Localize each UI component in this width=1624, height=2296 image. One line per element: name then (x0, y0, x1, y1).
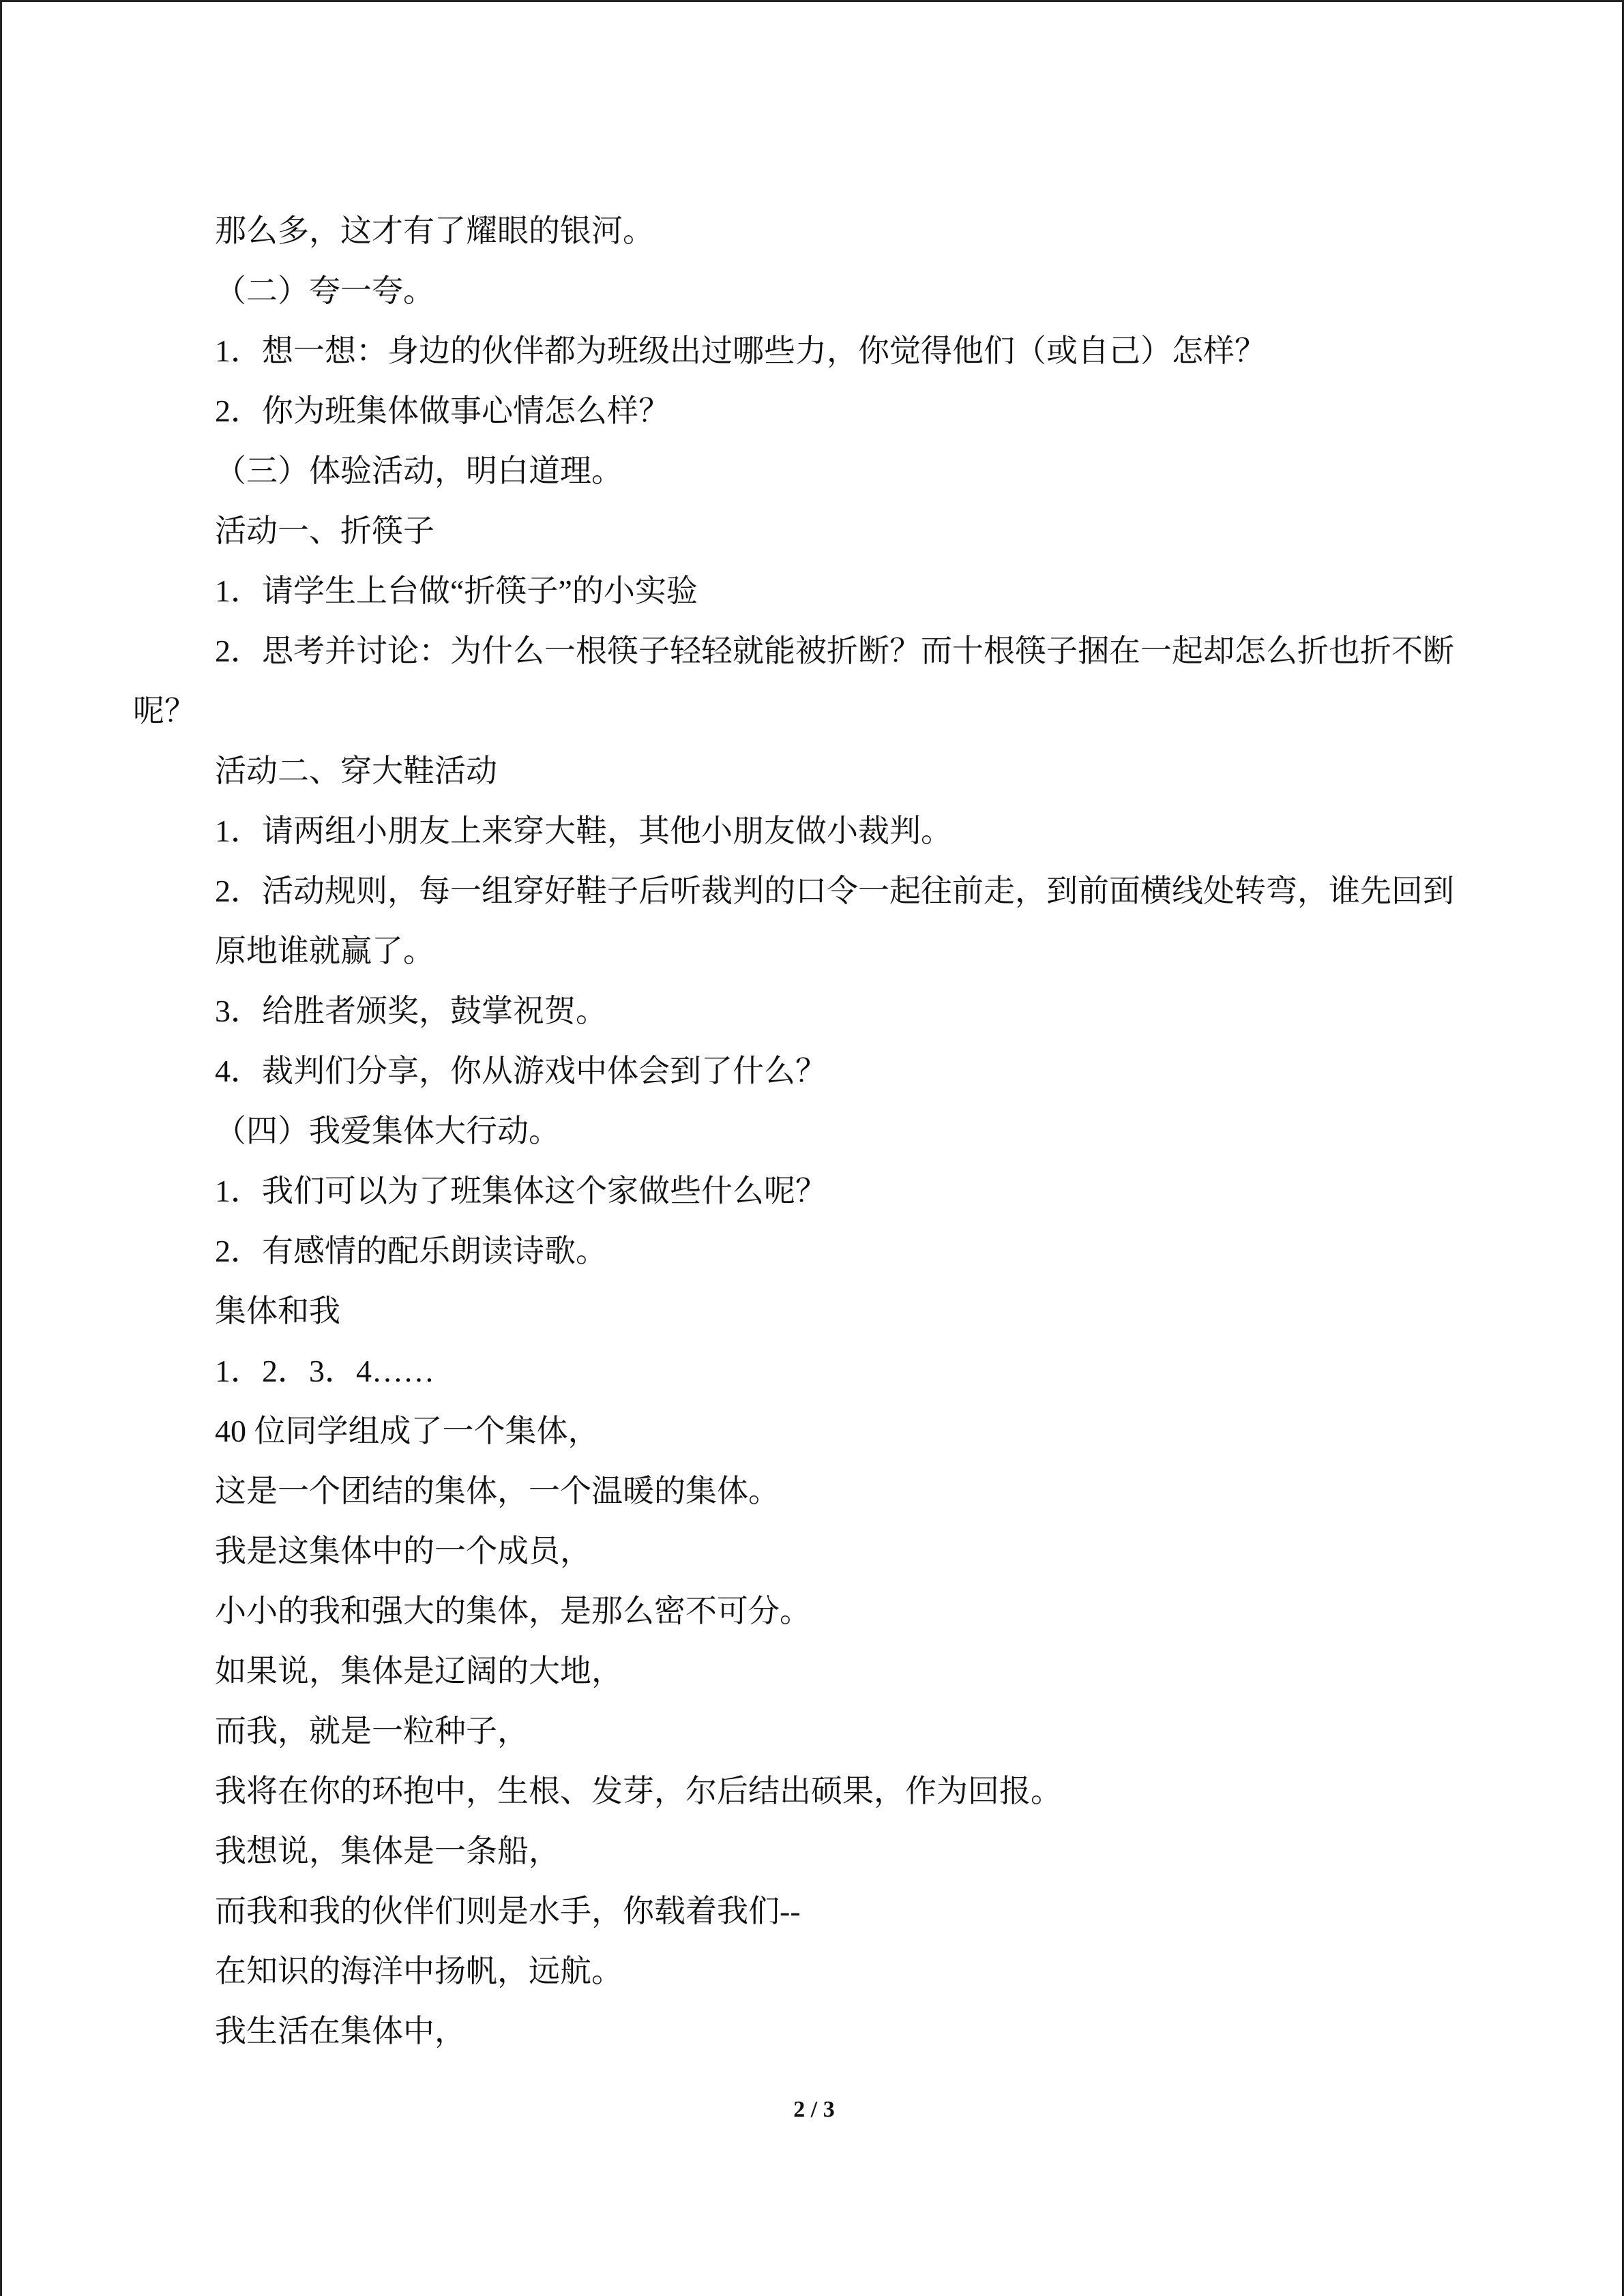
paragraph: 2．有感情的配乐朗读诗歌。 (215, 1234, 607, 1268)
activity-heading: 活动二、穿大鞋活动 (215, 754, 497, 788)
poem-line: 我想说，集体是一条船， (215, 1834, 560, 1868)
poem-line: 1．2．3．4…… (215, 1354, 434, 1388)
paragraph: 1．请两组小朋友上来穿大鞋，其他小朋友做小裁判。 (215, 814, 952, 848)
poem-line: 而我，就是一粒种子， (215, 1714, 529, 1748)
paragraph: 2．思考并讨论：为什么一根筷子轻轻就能被折断？而十根筷子捆在一起却怎么折也折不断呢？ (133, 633, 1454, 728)
paragraph: 1．想一想：身边的伙伴都为班级出过哪些力，你觉得他们（或自己）怎样？ (215, 333, 1266, 368)
paragraph: 3．给胜者颁奖，鼓掌祝贺。 (215, 994, 607, 1028)
document-body (133, 201, 1475, 2061)
section-heading: （二）夸一夸。 (215, 273, 434, 308)
poem-line: 我生活在集体中， (215, 2014, 466, 2048)
poem-line: 我将在你的环抱中，生根、发芽，尔后结出硕果，作为回报。 (215, 1774, 1062, 1808)
paragraph: 1．我们可以为了班集体这个家做些什么呢？ (215, 1174, 827, 1208)
page-number: 2 / 3 (793, 2097, 835, 2122)
paragraph: 1．请学生上台做“折筷子”的小实验 (215, 573, 698, 608)
paragraph: 2．你为班集体做事心情怎么样？ (215, 393, 670, 428)
section-heading: （四）我爱集体大行动。 (215, 1114, 560, 1148)
poem-line: 我是这集体中的一个成员， (215, 1534, 591, 1568)
poem-line: 在知识的海洋中扬帆，远航。 (215, 1954, 623, 1988)
poem-line: 小小的我和强大的集体，是那么密不可分。 (215, 1594, 811, 1628)
activity-heading: 活动一、折筷子 (215, 513, 434, 548)
poem-line: 这是一个团结的集体，一个温暖的集体。 (215, 1474, 780, 1508)
section-heading: （三）体验活动，明白道理。 (215, 453, 623, 488)
poem-line: 40 位同学组成了一个集体， (215, 1414, 600, 1448)
paragraph: 4．裁判们分享，你从游戏中体会到了什么？ (215, 1054, 827, 1088)
poem-title: 集体和我 (215, 1294, 340, 1328)
poem-line: 而我和我的伙伴们则是水手，你载着我们-- (215, 1894, 801, 1928)
poem-line: 如果说，集体是辽阔的大地， (215, 1654, 623, 1688)
paragraph: 2．活动规则，每一组穿好鞋子后听裁判的口令一起往前走，到前面横线处转弯，谁先回到原地谁就赢了。 (215, 874, 1454, 968)
paragraph: 那么多，这才有了耀眼的银河。 (215, 213, 654, 248)
